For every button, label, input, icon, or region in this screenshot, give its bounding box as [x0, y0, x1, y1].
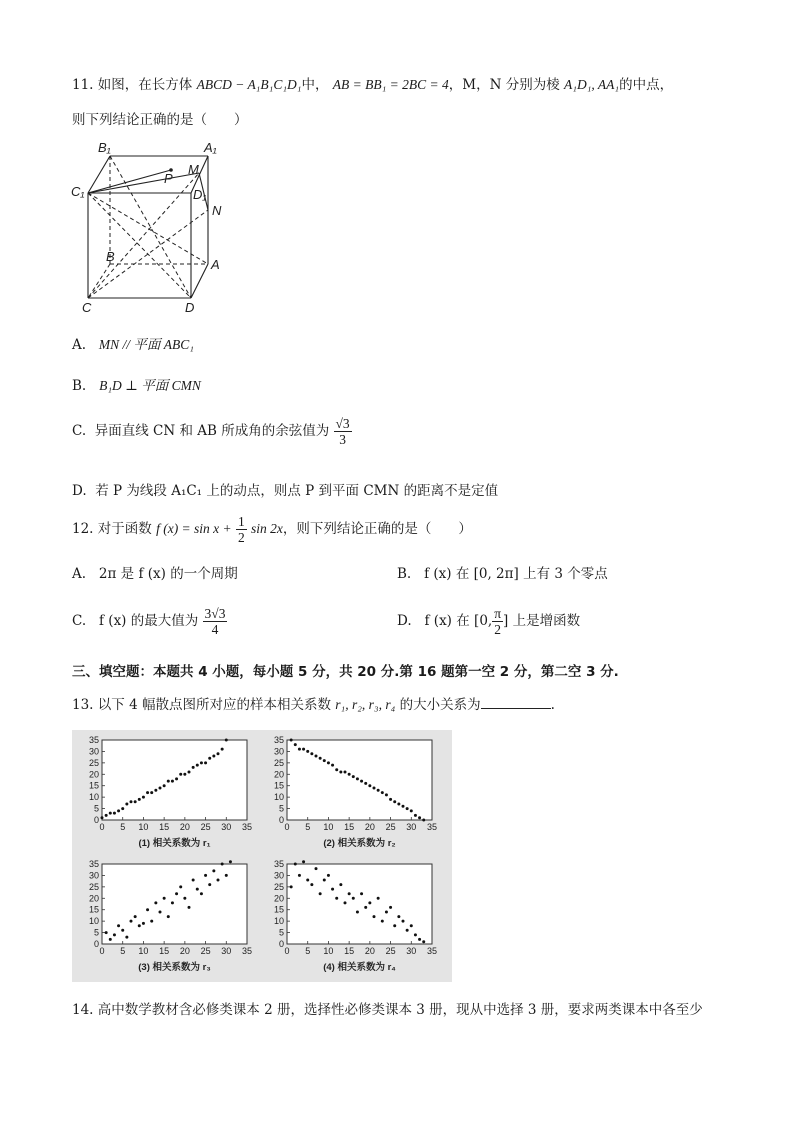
hidden-diag-cm — [88, 173, 199, 298]
q12-half-fraction — [236, 514, 247, 545]
plot-1-point — [179, 773, 182, 776]
q12-option-c-text: f (x) 的最大值为 — [99, 613, 199, 629]
plot-2-point — [302, 748, 305, 751]
q12-option-c-denominator: 4 — [211, 622, 219, 637]
plot-3-point — [138, 924, 141, 927]
plot-1-xtick-label: 0 — [99, 822, 105, 832]
segment-c1m — [88, 173, 199, 193]
plot-4-xtick-label: 10 — [323, 946, 334, 956]
plot-3-ytick-label: 15 — [88, 904, 99, 915]
plot-4-ytick-label: 35 — [273, 859, 284, 869]
plot-1-ytick-label: 30 — [88, 746, 99, 757]
q12-option-d-interval-close: ] — [503, 613, 509, 629]
q12-option-d-label: D. — [397, 613, 412, 629]
plot-3-xtick-label: 5 — [120, 946, 126, 956]
plot-1-xtick-label: 15 — [159, 822, 170, 832]
plot-3-point — [225, 874, 228, 877]
q11-equation: AB = BB₁ = 2BC = 4 — [332, 77, 449, 92]
q12-option-d-text-b: 上是增函数 — [512, 613, 581, 629]
q12-stem — [72, 514, 472, 545]
plot-1-ytick-label: 35 — [88, 735, 99, 745]
plot-4-point — [381, 920, 384, 923]
plot-2-ytick-label: 10 — [273, 792, 284, 803]
q12-option-d — [397, 606, 580, 637]
plot-2-point — [389, 798, 392, 801]
plot-4-point — [315, 867, 318, 870]
plot-2-xtick-label: 20 — [364, 822, 375, 832]
plot-4-point — [368, 901, 371, 904]
plot-3-xtick-label: 35 — [241, 946, 253, 956]
plot-4-point — [402, 920, 405, 923]
label-a: A — [211, 257, 220, 272]
plot-3-caption: (3) 相关系数为 r₃ — [138, 962, 211, 973]
plot-4-xtick-label: 25 — [385, 946, 396, 956]
plot-3-xtick-label: 30 — [221, 946, 232, 956]
plot-4-point — [393, 924, 396, 927]
plot-4-point — [294, 863, 297, 866]
plot-1-point — [192, 766, 195, 769]
plot-3-point — [192, 879, 195, 882]
q12-half-denominator: 2 — [237, 530, 245, 545]
plot-1-point — [225, 739, 228, 742]
plot-3-point — [150, 920, 153, 923]
q12-half-numerator: 1 — [237, 514, 245, 529]
plot-2-xtick-label: 35 — [426, 822, 438, 832]
plot-4-point — [348, 892, 351, 895]
plot-3-ytick-label: 35 — [88, 859, 99, 869]
q11-option-c-numerator: √3 — [335, 416, 350, 431]
plot-1-point — [121, 807, 124, 810]
plot-3-point — [167, 915, 170, 918]
plot-2-point — [344, 771, 347, 774]
q12-option-d-numerator: π — [494, 606, 502, 621]
q11-option-d-text: 若 P 为线段 A₁C₁ 上的动点，则点 P 到平面 CMN 的距离不是定值 — [95, 483, 499, 499]
q12-number: 12. — [72, 521, 94, 537]
q11-option-c-fraction — [334, 416, 352, 447]
plot-4-point — [335, 897, 338, 900]
plot-2-point — [360, 780, 363, 783]
q12-option-c-fraction — [203, 606, 228, 637]
plot-3-point — [212, 869, 215, 872]
q11-option-a-label: A. — [72, 337, 87, 353]
plot-3-point — [229, 860, 232, 863]
label-m: M — [188, 162, 199, 177]
label-b1: B₁ — [98, 140, 111, 155]
plot-1-point — [125, 803, 128, 806]
plot-3-ytick-label: 30 — [88, 870, 99, 881]
q11-line1 — [72, 73, 673, 93]
q12-option-b — [397, 562, 608, 582]
plot-1-point — [105, 814, 108, 817]
plot-1-point — [167, 780, 170, 783]
plot-1-point — [163, 784, 166, 787]
plot-3-point — [204, 874, 207, 877]
plot-4-xtick-label: 30 — [406, 946, 417, 956]
q11-edges: A₁D₁, AA₁ — [564, 77, 620, 92]
plot-4-point — [310, 883, 313, 886]
plot-3-point — [221, 863, 224, 866]
q12-option-d-fraction — [492, 606, 503, 637]
plot-2-point — [356, 777, 359, 780]
plot-4-point — [397, 915, 400, 918]
q11-option-c-denominator: 3 — [339, 432, 346, 447]
plot-2-ytick-label: 25 — [273, 757, 284, 768]
plot-3-xtick-label: 20 — [179, 946, 190, 956]
plot-2-xtick-label: 10 — [323, 822, 334, 832]
plot-2-point — [364, 782, 367, 785]
hidden-edge-bc — [88, 264, 110, 298]
cuboid-figure — [68, 136, 238, 316]
label-d1: D₁ — [193, 187, 207, 202]
plot-1-ytick-label: 10 — [88, 792, 99, 803]
plot-3-ytick-label: 10 — [88, 916, 99, 927]
plot-4-xtick-label: 5 — [305, 946, 311, 956]
plot-2-xtick-label: 15 — [344, 822, 355, 832]
q12-sin2x: sin 2x — [251, 521, 283, 536]
q11-option-c-text: 异面直线 CN 和 AB 所成角的余弦值为 — [94, 423, 330, 439]
plot-4-point — [410, 924, 413, 927]
plot-2-point — [373, 787, 376, 790]
scatter-plots-svg — [72, 730, 452, 982]
plot-4-xtick-label: 35 — [426, 946, 438, 956]
plot-4-point — [290, 885, 293, 888]
plot-2-xtick-label: 25 — [385, 822, 396, 832]
label-p: P — [164, 171, 173, 186]
plot-1-point — [142, 796, 145, 799]
q11-number: 11. — [72, 77, 94, 93]
q11-line2: 则下列结论正确的是（ ） — [72, 112, 248, 128]
plot-4-point — [331, 888, 334, 891]
plot-2-caption: (2) 相关系数为 r₂ — [323, 838, 396, 849]
plot-2-point — [414, 814, 417, 817]
plot-2-ytick-label: 30 — [273, 746, 284, 757]
plot-1-point — [109, 812, 112, 815]
q12-option-a-label: A. — [72, 566, 87, 582]
plot-1-xtick-label: 30 — [221, 822, 232, 832]
plot-3-point — [217, 879, 220, 882]
plot-2-xtick-label: 0 — [284, 822, 290, 832]
plot-2-point — [339, 771, 342, 774]
plot-4-point — [360, 892, 363, 895]
plot-1-point — [101, 816, 104, 819]
q14-number: 14. — [72, 1002, 94, 1018]
plot-2-point — [290, 739, 293, 742]
plot-2-point — [406, 807, 409, 810]
plot-2-point — [327, 761, 330, 764]
plot-3-xtick-label: 0 — [99, 946, 105, 956]
plot-1-point — [117, 809, 120, 812]
plot-4-point — [406, 929, 409, 932]
plot-1-point — [150, 791, 153, 794]
q13-end: . — [550, 697, 555, 713]
q11-text-d: 的中点， — [619, 77, 674, 93]
plot-1-point — [130, 800, 133, 803]
plot-3-point — [171, 901, 174, 904]
plot-3-ytick-label: 0 — [93, 939, 99, 949]
plot-4-ytick-label: 25 — [273, 881, 284, 892]
plot-2-point — [422, 819, 425, 822]
plot-2-point — [298, 748, 301, 751]
plot-1-point — [217, 752, 220, 755]
label-b: B — [106, 249, 115, 264]
q12-option-d-text-a: f (x) 在 — [424, 613, 470, 629]
plot-3-point — [117, 924, 120, 927]
plot-2-point — [385, 793, 388, 796]
plot-1-xtick-label: 20 — [179, 822, 190, 832]
plot-4-point — [306, 879, 309, 882]
plot-1-ytick-label: 0 — [93, 815, 99, 825]
q11-option-b-text: B₁D ⊥ 平面 CMN — [99, 378, 201, 393]
scatter-plots-figure — [72, 730, 452, 982]
plot-3-point — [130, 920, 133, 923]
q11-option-d-label: D. — [72, 483, 87, 499]
plot-2-point — [410, 809, 413, 812]
q12-function: f (x) = sin x + — [156, 521, 232, 536]
plot-4-point — [298, 874, 301, 877]
q12-option-c-numerator: 3√3 — [204, 606, 226, 621]
q12-option-a — [72, 562, 238, 582]
plot-2-point — [348, 773, 351, 776]
plot-1-point — [188, 771, 191, 774]
plot-3-point — [163, 897, 166, 900]
q12-option-a-text: 2π 是 f (x) 的一个周期 — [98, 566, 238, 582]
plot-2-point — [306, 750, 309, 753]
plot-3-ytick-label: 20 — [88, 893, 99, 904]
q11-text-c: ，M，N 分别为棱 — [448, 77, 560, 93]
plot-1-point — [212, 755, 215, 758]
plot-1-xtick-label: 35 — [241, 822, 253, 832]
plot-3-point — [105, 931, 108, 934]
plot-4-point — [356, 911, 359, 914]
plot-2-point — [352, 775, 355, 778]
plot-4-ytick-label: 0 — [278, 939, 284, 949]
plot-3-ytick-label: 5 — [93, 927, 99, 938]
q13-text-a: 以下 4 幅散点图所对应的样本相关系数 — [97, 697, 331, 713]
q13-text-b: 的大小关系为 — [399, 697, 481, 713]
plot-3-point — [159, 911, 162, 914]
plot-2-point — [315, 755, 318, 758]
label-n: N — [212, 203, 222, 218]
plot-3-point — [188, 906, 191, 909]
q11-option-a-text: MN // 平面 ABC₁ — [98, 337, 194, 352]
plot-3-xtick-label: 10 — [138, 946, 149, 956]
q12-option-b-text: f (x) 在 [0, 2π] 上有 3 个零点 — [424, 566, 608, 582]
plot-4-point — [344, 901, 347, 904]
plot-1-point — [208, 757, 211, 760]
plot-2-point — [393, 800, 396, 803]
plot-4-point — [414, 933, 417, 936]
plot-4-ytick-label: 15 — [273, 904, 284, 915]
plot-3-point — [109, 938, 112, 941]
plot-3-point — [183, 897, 186, 900]
plot-1-point — [200, 761, 203, 764]
plot-4-ytick-label: 20 — [273, 893, 284, 904]
label-c: C — [82, 300, 92, 315]
plot-1-point — [134, 800, 137, 803]
plot-1-ytick-label: 20 — [88, 769, 99, 780]
plot-3-point — [175, 892, 178, 895]
plot-2-point — [310, 752, 313, 755]
plot-1-xtick-label: 5 — [120, 822, 126, 832]
plot-4-point — [302, 860, 305, 863]
q13-answer-blank[interactable] — [481, 696, 551, 709]
plot-3-point — [200, 892, 203, 895]
plot-1-point — [196, 764, 199, 767]
plot-3-ytick-label: 25 — [88, 881, 99, 892]
plot-1-ytick-label: 5 — [93, 803, 99, 814]
plot-3-point — [121, 929, 124, 932]
plot-4-xtick-label: 20 — [364, 946, 375, 956]
q11-option-c — [72, 416, 352, 447]
q11-option-b — [72, 374, 201, 394]
plot-4-ytick-label: 30 — [273, 870, 284, 881]
plot-4-ytick-label: 5 — [278, 927, 284, 938]
plot-2-xtick-label: 5 — [305, 822, 311, 832]
plot-4-xtick-label: 0 — [284, 946, 290, 956]
plot-3-point — [154, 901, 157, 904]
plot-1-point — [171, 780, 174, 783]
q13-number: 13. — [72, 697, 94, 713]
edge-da — [191, 264, 208, 298]
q13-stem — [72, 693, 555, 713]
plot-4-point — [327, 874, 330, 877]
plot-3-point — [113, 933, 116, 936]
plot-1-point — [146, 791, 149, 794]
plot-4-point — [323, 879, 326, 882]
q12-stem-b: ，则下列结论正确的是（ ） — [282, 521, 472, 537]
plot-2-point — [294, 743, 297, 746]
plot-2-point — [381, 791, 384, 794]
plot-2-point — [377, 789, 380, 792]
q11-text-a: 如图，在长方体 — [97, 77, 193, 93]
plot-3-xtick-label: 25 — [200, 946, 211, 956]
plot-4-point — [373, 915, 376, 918]
plot-2-xtick-label: 30 — [406, 822, 417, 832]
plot-1-caption: (1) 相关系数为 r₁ — [138, 838, 211, 849]
plot-4-point — [385, 911, 388, 914]
label-c1: C₁ — [71, 184, 85, 199]
plot-2-ytick-label: 5 — [278, 803, 284, 814]
plot-2-ytick-label: 0 — [278, 815, 284, 825]
q12-option-b-label: B. — [397, 566, 412, 582]
plot-3-point — [142, 922, 145, 925]
plot-2-ytick-label: 15 — [273, 780, 284, 791]
plot-1-point — [204, 761, 207, 764]
plot-4-point — [389, 906, 392, 909]
plot-2-point — [323, 759, 326, 762]
plot-1-ytick-label: 25 — [88, 757, 99, 768]
plot-1-ytick-label: 15 — [88, 780, 99, 791]
plot-3-point — [146, 908, 149, 911]
plot-2-point — [418, 816, 421, 819]
plot-4-point — [352, 897, 355, 900]
plot-4-point — [377, 897, 380, 900]
q12-option-c — [72, 606, 227, 637]
plot-2-point — [402, 805, 405, 808]
q14-text: 高中数学教材含必修类课本 2 册，选择性必修类课本 3 册，现从中选择 3 册，要求两类课本中各至少 — [97, 1002, 703, 1018]
plot-2-point — [335, 768, 338, 771]
hidden-diag-c1d — [88, 193, 191, 298]
plot-4-ytick-label: 10 — [273, 916, 284, 927]
q12-option-d-interval-open: [0, — [474, 613, 493, 629]
plot-4-point — [364, 906, 367, 909]
plot-3-point — [196, 888, 199, 891]
plot-2-point — [319, 757, 322, 760]
q11-option-d — [72, 479, 498, 499]
plot-4-xtick-label: 15 — [344, 946, 355, 956]
plot-4-point — [319, 892, 322, 895]
plot-4-frame — [287, 864, 432, 944]
plot-1-point — [138, 798, 141, 801]
plot-1-point — [154, 789, 157, 792]
plot-4-point — [418, 938, 421, 941]
plot-1-point — [221, 748, 224, 751]
plot-2-point — [368, 784, 371, 787]
plot-1-point — [175, 777, 178, 780]
q11-solid: ABCD − A₁B₁C₁D₁ — [196, 77, 302, 92]
plot-4-point — [339, 883, 342, 886]
plot-3-xtick-label: 15 — [159, 946, 170, 956]
section-3-heading: 三、填空题：本题共 4 小题，每小题 5 分，共 20 分.第 16 题第一空 2 分，第二空 3 分. — [72, 664, 619, 680]
plot-2-point — [397, 803, 400, 806]
plot-3-point — [134, 915, 137, 918]
q12-stem-a: 对于函数 — [97, 521, 152, 537]
q13-vars: r₁, r₂, r₃, r₄ — [335, 697, 396, 712]
plot-1-xtick-label: 10 — [138, 822, 149, 832]
plot-2-point — [331, 764, 334, 767]
q11-option-b-label: B. — [72, 378, 87, 394]
label-d: D — [185, 300, 195, 315]
q12-option-c-label: C. — [72, 613, 87, 629]
plot-4-point — [422, 940, 425, 943]
plot-3-point — [179, 885, 182, 888]
plot-1-point — [183, 773, 186, 776]
plot-3-point — [208, 883, 211, 886]
plot-1-point — [113, 812, 116, 815]
q12-option-d-denominator: 2 — [494, 622, 501, 637]
q11-option-c-label: C. — [72, 423, 87, 439]
plot-1-point — [159, 787, 162, 790]
plot-3-point — [125, 936, 128, 939]
plot-2-ytick-label: 35 — [273, 735, 284, 745]
plot-4-caption: (4) 相关系数为 r₄ — [323, 962, 396, 973]
q14-stem — [72, 998, 703, 1018]
q11-option-a — [72, 333, 194, 353]
q11-text-b: 中， — [301, 77, 329, 93]
plot-2-ytick-label: 20 — [273, 769, 284, 780]
plot-1-xtick-label: 25 — [200, 822, 211, 832]
label-a1: A₁ — [204, 140, 217, 155]
